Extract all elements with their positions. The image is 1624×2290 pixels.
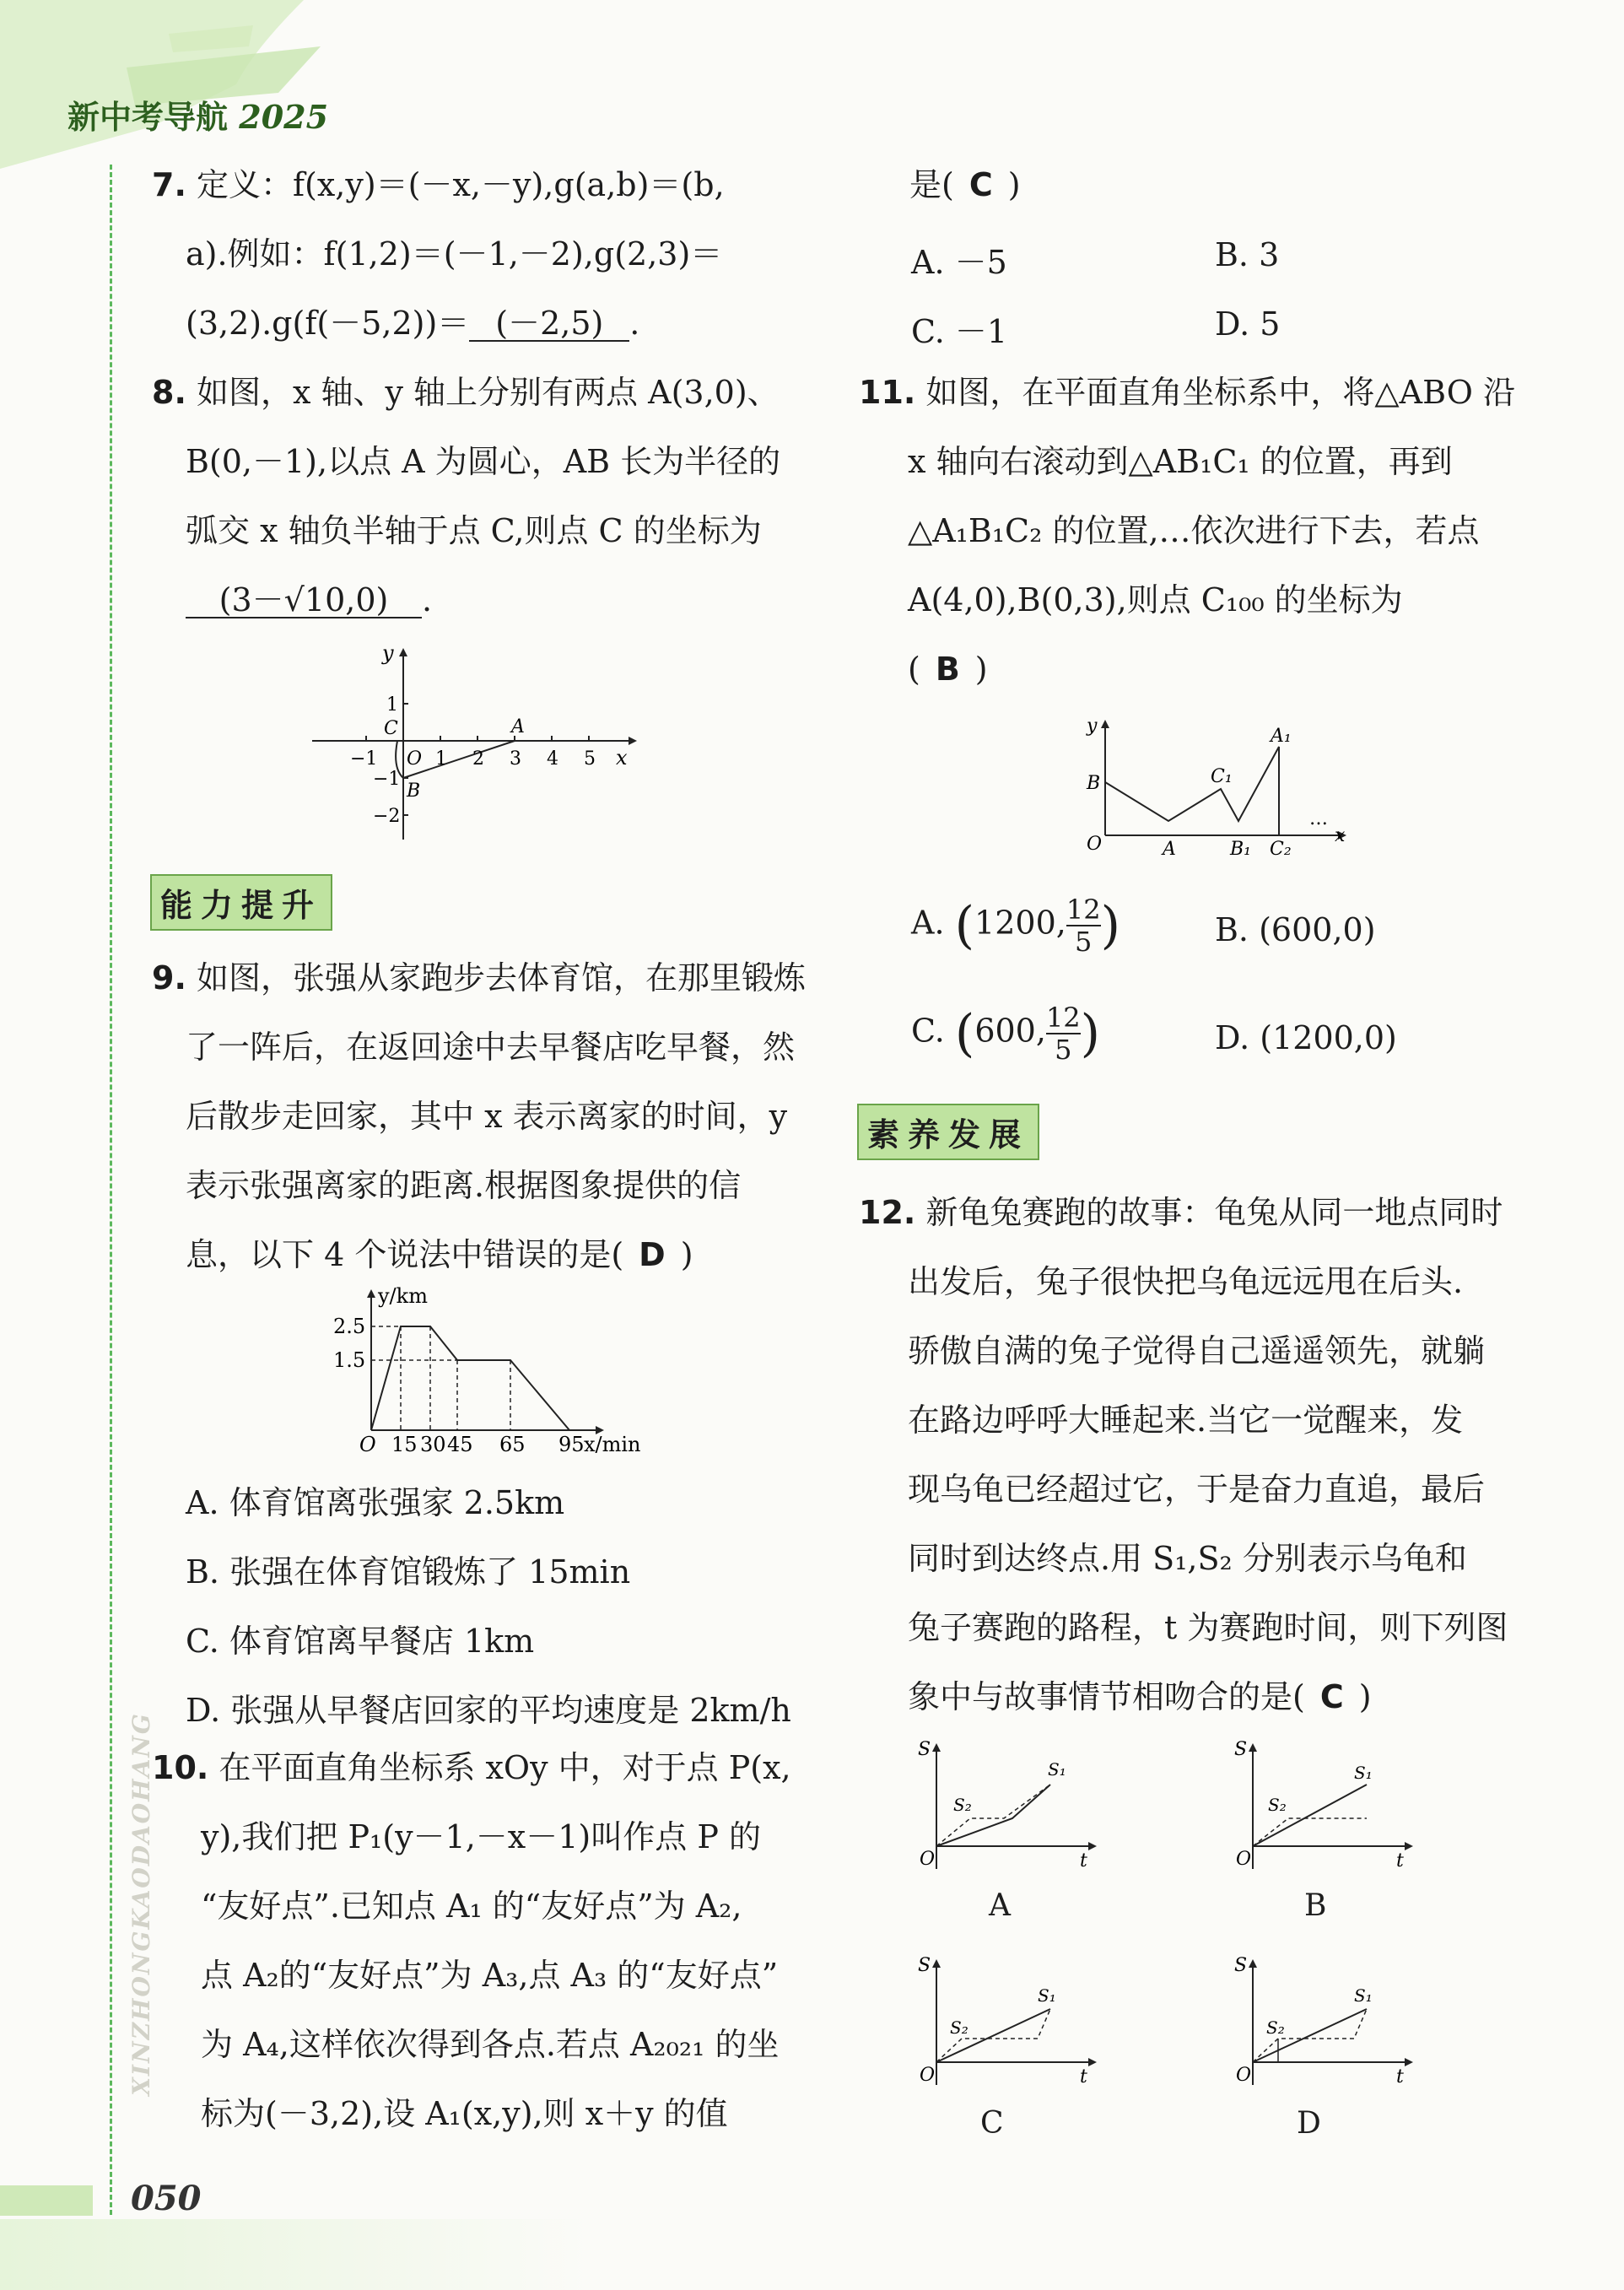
q12-number: 12. (859, 1194, 916, 1231)
q11-option-a-num: 12 (1066, 894, 1101, 926)
q8-period: . (422, 581, 433, 618)
q12-caption-b: B (1304, 1888, 1327, 1923)
q8-number: 8. (152, 374, 186, 411)
q8-origin: O (407, 748, 423, 770)
q8-answer: (3－√10,0) (186, 583, 422, 618)
q9-tick-t65: 65 (499, 1433, 526, 1456)
q9-tick-t45: 45 (447, 1433, 473, 1456)
svg-text:t: t (1080, 1850, 1087, 1871)
q11-point-c1: C₁ (1211, 766, 1233, 787)
q12-graph-b[interactable] (1227, 1738, 1422, 1882)
q11-point-b1: B₁ (1230, 839, 1251, 860)
svg-text:S₂: S₂ (1266, 2017, 1285, 2038)
q11-y-label: y (1087, 716, 1098, 737)
q11-option-a-x: 1200, (974, 904, 1066, 942)
section-literacy: 素养发展 (857, 1104, 1039, 1160)
q10-option-d[interactable]: D. 5 (1215, 305, 1281, 343)
q7-answer: (－2,5) (469, 306, 629, 342)
q9-line5: 息，以下 4 个说法中错误的是( (186, 1236, 624, 1273)
q11-option-d[interactable]: D. (1200,0) (1215, 1019, 1397, 1056)
q7-period: . (629, 305, 640, 342)
q12-line6: 同时到达终点.用 S₁,S₂ 分别表示乌龟和 (908, 1540, 1467, 1577)
q12-line4: 在路边呼呼大睡起来.当它一觉醒来，发 (908, 1402, 1464, 1439)
q11-point-a: A (1163, 839, 1176, 860)
q11-open: ( (908, 651, 920, 688)
q10-number: 10. (152, 1749, 209, 1786)
question-10 (152, 1733, 791, 2148)
q10-option-b[interactable]: B. 3 (1215, 236, 1280, 273)
q11-option-a-den: 5 (1075, 926, 1093, 958)
q8-tick-x5: 5 (584, 748, 596, 770)
question-9 (152, 943, 806, 1289)
q10-line4: 点 A₂的“友好点”为 A₃,点 A₃ 的“友好点” (201, 1957, 779, 1994)
q7-line3: (3,2).g(f(－5,2))＝ (186, 305, 470, 342)
q7-number: 7. (152, 166, 186, 203)
q8-tick-x1: 1 (435, 748, 447, 770)
q8-tick-x3: 3 (510, 748, 521, 770)
q8-point-b: B (407, 780, 421, 802)
q8-tick-x2: 2 (472, 748, 484, 770)
q8-point-c: C (384, 718, 398, 739)
svg-text:S: S (918, 1955, 931, 1976)
q11-option-c-den: 5 (1055, 1034, 1072, 1066)
question-11 (859, 358, 1515, 704)
q9-line3: 后散步走回家，其中 x 表示离家的时间，y (186, 1098, 788, 1135)
q8-x-label: x (616, 746, 628, 770)
q11-option-a-prefix: A. (911, 904, 945, 942)
q11-line4: A(4,0),B(0,3),则点 C₁₀₀ 的坐标为 (908, 581, 1403, 618)
q8-line1: 如图，x 轴、y 轴上分别有两点 A(3,0)、 (196, 374, 780, 411)
footer-fade (0, 2219, 591, 2290)
svg-text:S₂: S₂ (1268, 1795, 1287, 1815)
svg-text:S₁: S₁ (1048, 1759, 1066, 1780)
q11-option-c-num: 12 (1045, 1002, 1081, 1034)
q10-close: ) (1007, 166, 1021, 203)
q12-line7: 兔子赛跑的路程，t 为赛跑时间，则下列图 (908, 1609, 1508, 1646)
q9-close: ) (680, 1236, 693, 1273)
footer-bar (0, 2185, 93, 2216)
q9-line2: 了一阵后，在返回途中去早餐店吃早餐，然 (186, 1029, 796, 1066)
q8-coordinate-graph (312, 641, 650, 844)
q11-answer: B (935, 651, 960, 688)
svg-text:S: S (1234, 1955, 1248, 1976)
q12-answer: C (1319, 1678, 1344, 1715)
q11-option-c-x: 600, (974, 1012, 1046, 1050)
q11-origin: O (1087, 834, 1103, 855)
q9-distance-time-graph (321, 1283, 675, 1460)
q11-line1: 如图，在平面直角坐标系中，将△ABO 沿 (925, 374, 1515, 411)
q12-line2: 出发后，兔子很快把乌龟远远甩在后头. (908, 1263, 1464, 1300)
svg-text:S₂: S₂ (950, 2017, 968, 2038)
q8-tick-ym1: −1 (373, 769, 401, 790)
q11-line2: x 轴向右滚动到△AB₁C₁ 的位置，再到 (908, 443, 1453, 480)
svg-text:S₁: S₁ (1354, 1763, 1373, 1783)
q11-option-a[interactable]: A. (1200, $\frac{12}{5}$ ) (911, 894, 1120, 958)
svg-text:S₁: S₁ (1038, 1985, 1056, 2006)
q9-option-d[interactable]: D. 张强从早餐店回家的平均速度是 2km/h (186, 1692, 791, 1729)
question-7 (152, 150, 725, 358)
svg-text:O: O (920, 1849, 936, 1870)
q11-option-b[interactable]: B. (600,0) (1215, 911, 1376, 948)
q9-option-a[interactable]: A. 体育馆离张强家 2.5km (186, 1484, 565, 1521)
q11-option-c-prefix: C. (911, 1012, 945, 1050)
q11-point-b: B (1087, 773, 1101, 794)
svg-text:t: t (1080, 2066, 1087, 2087)
q9-option-b[interactable]: B. 张强在体育馆锻炼了 15min (186, 1553, 631, 1591)
svg-text:O: O (920, 2065, 936, 2086)
q12-line8: 象中与故事情节相吻合的是( (908, 1678, 1305, 1715)
q9-answer: D (639, 1236, 666, 1273)
q11-line3: △A₁B₁C₂ 的位置,…依次进行下去，若点 (908, 512, 1480, 549)
q11-polyline (1105, 747, 1279, 835)
brand-title: 新中考导航 (67, 99, 229, 136)
header-banner (0, 0, 354, 169)
q12-graph-d[interactable] (1227, 1954, 1422, 2098)
q12-caption-c: C (980, 2106, 1004, 2141)
q9-tick-t15: 15 (391, 1433, 418, 1456)
q11-close: ) (974, 651, 988, 688)
q8-y-label: y (382, 641, 394, 665)
section-ability: 能力提升 (150, 874, 332, 931)
q9-tick-t30: 30 (420, 1433, 446, 1456)
question-8 (152, 358, 780, 635)
svg-text:S₁: S₁ (1354, 1985, 1373, 2006)
q12-close: ) (1358, 1678, 1372, 1715)
q10-option-c[interactable]: C. －1 (911, 313, 1008, 350)
q8-line2: B(0,－1),以点 A 为圆心，AB 长为半径的 (186, 443, 781, 480)
q10-line3: “友好点”.已知点 A₁ 的“友好点”为 A₂, (201, 1888, 742, 1925)
svg-text:t: t (1396, 1850, 1404, 1871)
q12-graph-a[interactable] (911, 1738, 1105, 1882)
page-number: 050 (131, 2179, 202, 2218)
q9-tick-t95: 95 (558, 1433, 585, 1456)
q9-option-c[interactable]: C. 体育馆离早餐店 1km (186, 1623, 535, 1660)
q9-tick-15: 1.5 (333, 1348, 366, 1372)
q10-answer: C (968, 166, 993, 203)
q9-line4: 表示张强离家的距离.根据图象提供的信 (186, 1167, 742, 1204)
q9-origin: O (359, 1433, 376, 1456)
svg-text:O: O (1236, 1849, 1252, 1870)
q12-caption-d: D (1297, 2106, 1321, 2141)
brand-year: 2025 (239, 98, 329, 136)
svg-text:S₂: S₂ (953, 1795, 972, 1815)
q12-caption-a: A (989, 1888, 1011, 1923)
q8-tick-xm1: −1 (350, 748, 378, 770)
question-12 (859, 1178, 1508, 1731)
q10-option-a[interactable]: A. －5 (911, 244, 1007, 281)
q11-number: 11. (859, 374, 916, 411)
q10-line2: y),我们把 P₁(y－1,－x－1)叫作点 P 的 (201, 1818, 761, 1855)
q8-tick-x4: 4 (547, 748, 558, 770)
q12-line1: 新龟兔赛跑的故事：龟兔从同一地点同时 (925, 1194, 1503, 1231)
q11-point-c2: C₂ (1270, 839, 1292, 860)
left-dashed-guide (110, 165, 112, 2215)
q11-x-label: x (1335, 825, 1346, 846)
q8-tick-ym2: −2 (373, 806, 401, 827)
q7-line1: 定义：f(x,y)＝(－x,－y),g(a,b)＝(b, (196, 166, 725, 203)
q10-cont-text: 是( (909, 166, 954, 203)
q12-line5: 现乌龟已经超过它，于是奋力直追，最后 (908, 1471, 1486, 1508)
ship-logo-icon (0, 0, 354, 169)
q11-option-c[interactable]: C. (600, $\frac{12}{5}$ ) (911, 1002, 1101, 1066)
q11-point-a1: A₁ (1271, 726, 1292, 747)
q10-line1: 在平面直角坐标系 xOy 中，对于点 P(x, (219, 1749, 791, 1786)
q9-line1: 如图，张强从家跑步去体育馆，在那里锻炼 (196, 959, 806, 996)
q9-tick-25: 2.5 (333, 1315, 366, 1338)
q9-number: 9. (152, 959, 186, 996)
q8-line3: 弧交 x 轴负半轴于点 C,则点 C 的坐标为 (186, 512, 762, 549)
svg-text:t: t (1396, 2066, 1404, 2087)
svg-text:O: O (1236, 2065, 1252, 2086)
svg-text:S: S (918, 1739, 931, 1760)
q11-rolling-triangle-graph (1071, 713, 1358, 861)
q10-continued (909, 150, 1021, 219)
q10-line6: 标为(－3,2),设 A₁(x,y),则 x＋y 的值 (201, 2095, 728, 2132)
q12-line3: 骄傲自满的兔子觉得自己遥遥领先，就躺 (908, 1332, 1486, 1369)
q9-y-label: y/km (378, 1284, 428, 1308)
q7-line2: a).例如：f(1,2)＝(－1,－2),g(2,3)＝ (186, 235, 723, 273)
q8-point-a: A (511, 716, 525, 737)
side-vertical-text: XINZHONGKAODAOHANG (127, 1712, 155, 2096)
q9-x-label: x/min (584, 1433, 641, 1456)
q12-graph-c[interactable] (911, 1954, 1105, 2098)
q10-line5: 为 A₄,这样依次得到各点.若点 A₂₀₂₁ 的坐 (201, 2026, 780, 2063)
q11-ellipsis: … (1309, 808, 1328, 829)
q8-tick-y1: 1 (386, 694, 398, 716)
svg-text:S: S (1234, 1739, 1248, 1760)
